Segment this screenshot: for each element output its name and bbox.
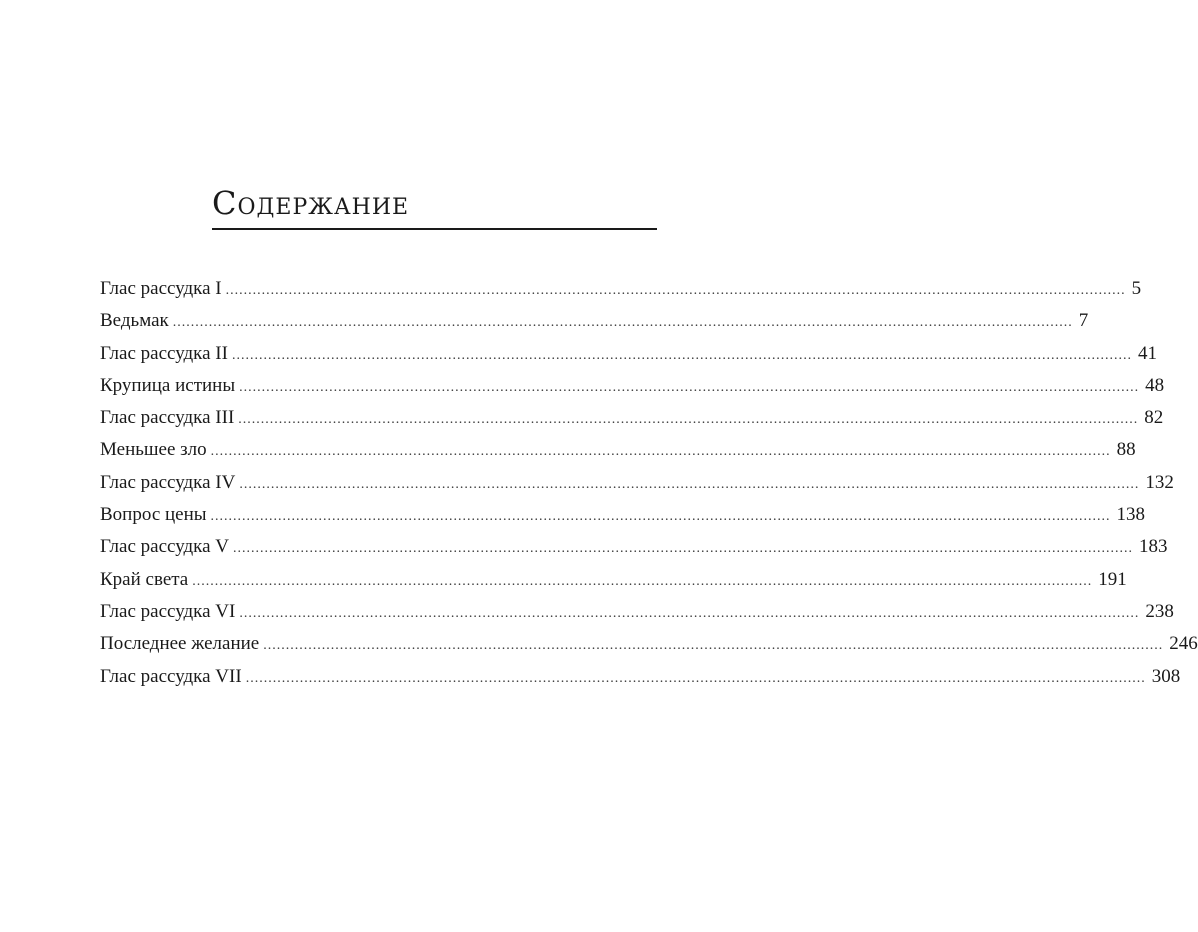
toc-entry-page-number: 82 <box>1144 407 1164 429</box>
dot-leader: ........................................................................................................................................................................................................ <box>263 638 1164 654</box>
toc-entry-title: Глас рассудка VII <box>100 665 242 687</box>
toc-entry-page-number: 7 <box>1078 310 1089 332</box>
toc-entry-title: Последнее желание <box>100 633 260 655</box>
dot-leader: ........................................................................................................................................................................................................ <box>245 670 1146 686</box>
toc-entry <box>100 504 1146 536</box>
toc-entry <box>100 439 1136 471</box>
toc-entry-title: Глас рассудка IV <box>100 471 236 493</box>
dot-leader: ........................................................................................................................................................................................................ <box>231 347 1132 363</box>
toc-entry-page-number: 308 <box>1151 665 1181 687</box>
title-underline <box>212 228 657 230</box>
toc-entry-page-number: 48 <box>1145 374 1165 396</box>
toc-entry <box>100 600 1174 633</box>
toc-entry <box>100 310 1089 342</box>
toc-entry-title: Глас рассудка II <box>100 342 228 364</box>
toc-entry <box>100 278 1142 310</box>
toc-entry-page-number: 5 <box>1131 278 1142 299</box>
toc-entry-page-number: 246 <box>1169 633 1198 655</box>
dot-leader: ........................................................................................................................................................................................................ <box>210 509 1111 525</box>
toc-entry-title: Глас рассудка I <box>100 278 222 299</box>
toc-entry <box>100 407 1164 439</box>
dot-leader: ........................................................................................................................................................................................................ <box>225 283 1126 298</box>
toc-entry <box>100 471 1174 504</box>
toc-entry-title: Глас рассудка V <box>100 536 230 558</box>
toc-entry-title: Глас рассудка III <box>100 407 235 429</box>
toc-entry-page-number: 238 <box>1145 600 1174 622</box>
dot-leader: ........................................................................................................................................................................................................ <box>172 315 1073 331</box>
dot-leader: ........................................................................................................................................................................................................ <box>239 605 1140 621</box>
toc-entry-page-number: 191 <box>1098 568 1127 590</box>
dot-leader: ........................................................................................................................................................................................................ <box>192 573 1093 589</box>
toc-entry-title: Меньшее зло <box>100 439 207 461</box>
page-title: Содержание <box>212 184 410 222</box>
toc-entry <box>100 342 1157 375</box>
toc-entry <box>100 665 1181 698</box>
dot-leader: ........................................................................................................................................................................................................ <box>210 444 1111 460</box>
toc-entry <box>100 374 1165 407</box>
toc-entry-title: Ведьмак <box>100 310 169 332</box>
toc-entry-page-number: 88 <box>1116 439 1136 461</box>
dot-leader: ........................................................................................................................................................................................................ <box>238 412 1139 428</box>
toc-entry-title: Крупица истины <box>100 374 236 396</box>
toc-entry-page-number: 132 <box>1145 471 1174 493</box>
toc-entry-title: Глас рассудка VI <box>100 600 236 622</box>
toc-entry-title: Вопрос цены <box>100 504 207 526</box>
toc-entry <box>100 536 1168 568</box>
table-of-contents <box>100 278 1198 698</box>
toc-entry <box>100 568 1127 601</box>
toc-entry-title: Край света <box>100 568 189 590</box>
toc-entry-page-number: 183 <box>1139 536 1168 558</box>
dot-leader: ........................................................................................................................................................................................................ <box>233 541 1134 557</box>
dot-leader: ........................................................................................................................................................................................................ <box>239 476 1140 492</box>
toc-entry-page-number: 41 <box>1137 342 1157 364</box>
dot-leader: ........................................................................................................................................................................................................ <box>239 379 1140 395</box>
toc-entry <box>100 633 1198 665</box>
toc-entry-page-number: 138 <box>1116 504 1146 526</box>
